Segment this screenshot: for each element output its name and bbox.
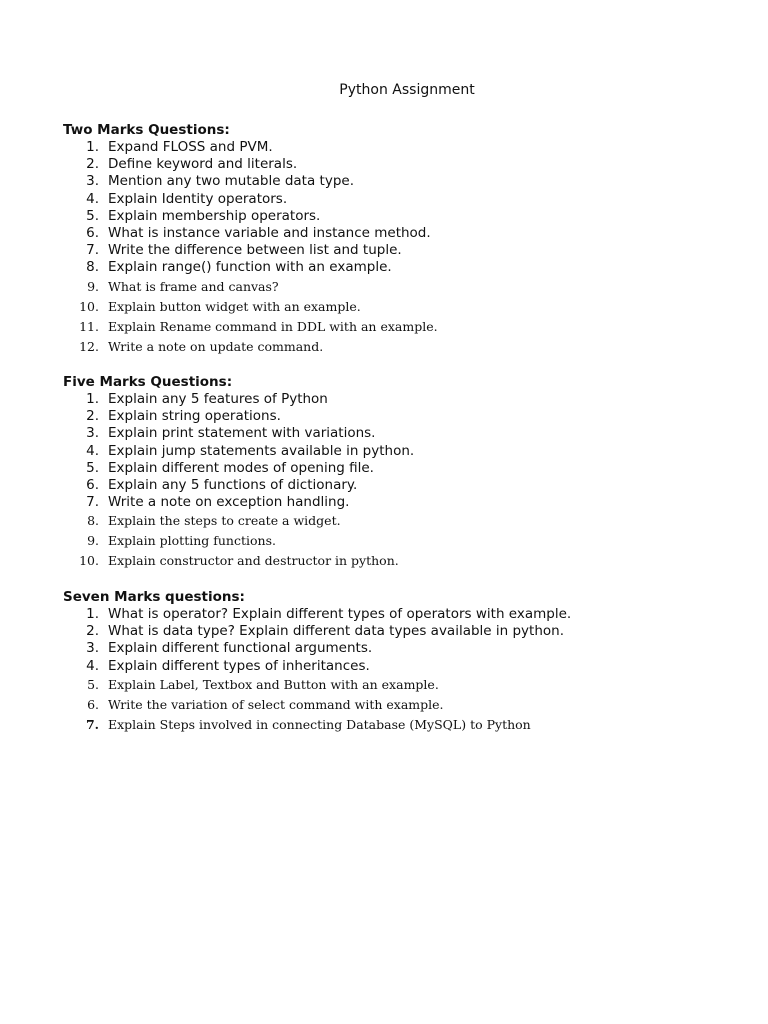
question-text: Explain different modes of opening file. [108,459,374,476]
question-text: Explain range() function with an example. [108,259,392,276]
question-item [63,139,743,156]
question-text: Explain print statement with variations. [108,425,376,442]
question-text: Explain the steps to create a widget. [108,513,341,529]
question-number: 9. [87,278,99,294]
question-text: Explain jump statements available in python. [108,442,415,459]
question-text: Explain plotting functions. [108,533,276,549]
question-number: 12. [79,338,99,354]
section-seven-marks [63,589,743,735]
question-number: 2. [86,156,99,173]
question-number: 9. [87,533,99,549]
question-text: Write the variation of select command with example. [108,696,444,712]
question-number: 3. [86,425,99,442]
question-number: 6. [86,476,99,493]
question-number: 5. [86,207,99,224]
question-text: What is instance variable and instance method. [108,224,431,241]
question-item [63,460,743,477]
question-text: Explain Label, Textbox and Button with an example. [108,676,439,692]
question-item [63,511,743,531]
question-item [63,477,743,494]
question-text: Define keyword and literals. [108,156,298,173]
question-list [63,391,743,571]
question-text: What is operator? Explain different types of operators with example. [108,606,572,622]
question-number: 7. [86,242,99,259]
question-number: 10. [79,553,99,569]
question-item [63,606,743,623]
question-number: 4. [86,190,99,207]
section-five-marks [63,374,743,571]
question-number: 6. [86,224,99,241]
question-number: 8. [87,513,99,529]
question-item [63,277,743,297]
question-text: Explain string operations. [108,408,281,425]
question-item [63,695,743,715]
question-item [63,494,743,511]
question-text: Write a note on exception handling. [108,494,350,511]
question-text: Mention any two mutable data type. [108,173,354,190]
question-text: Explain Steps involved in connecting Database (MySQL) to Python [108,716,531,732]
question-item [63,297,743,317]
question-number: 6. [87,696,99,712]
question-number: 1. [86,606,99,622]
question-number: 5. [87,676,99,692]
question-text: Explain membership operators. [108,207,321,224]
question-text: Explain different functional arguments. [108,640,373,657]
section-heading: Two Marks Questions: [63,122,230,138]
question-list [63,139,743,357]
question-item [63,173,743,190]
question-number: 4. [86,442,99,459]
question-item [63,242,743,259]
question-item [63,156,743,173]
document-title: Python Assignment [339,82,475,98]
question-number: 4. [86,657,99,674]
question-item [63,623,743,640]
question-item [63,443,743,460]
question-item [63,531,743,551]
question-text: Write a note on update command. [108,338,324,354]
question-text: Explain button widget with an example. [108,298,361,314]
question-item [63,337,743,357]
question-text: Explain Identity operators. [108,190,288,207]
question-number: 3. [86,640,99,657]
section-two-marks [63,122,743,357]
question-text: Explain Rename command in DDL with an example. [108,318,438,334]
question-item [63,715,743,735]
question-text: Write the difference between list and tuple. [108,242,402,259]
question-text: Explain any 5 features of Python [108,391,328,407]
section-heading: Five Marks Questions: [63,374,233,390]
question-item [63,425,743,442]
question-number: 10. [79,298,99,314]
question-text: Explain constructor and destructor in python. [108,553,399,569]
section-heading: Seven Marks questions: [63,589,245,605]
question-item [63,658,743,675]
question-text: What is frame and canvas? [108,278,279,294]
question-number: 11. [79,318,99,334]
question-number: 3. [86,173,99,190]
question-text: Explain any 5 functions of dictionary. [108,476,358,493]
question-text: Expand FLOSS and PVM. [108,139,273,155]
question-number: 2. [86,623,99,640]
question-item [63,551,743,571]
question-text: What is data type? Explain different data types available in python. [108,623,565,640]
question-list [63,606,743,735]
question-number: 1. [86,391,99,407]
question-item [63,208,743,225]
question-text: Explain different types of inheritances. [108,657,370,674]
question-item [63,675,743,695]
question-number: 2. [86,408,99,425]
question-number: 8. [86,259,99,276]
question-item [63,225,743,242]
question-item [63,408,743,425]
question-number: 1. [86,139,99,155]
question-number: 5. [86,459,99,476]
question-number: 7. [86,494,99,511]
question-item [63,259,743,276]
question-number: 7. [85,716,99,732]
question-item [63,191,743,208]
question-item [63,317,743,337]
question-item [63,640,743,657]
question-item [63,391,743,408]
